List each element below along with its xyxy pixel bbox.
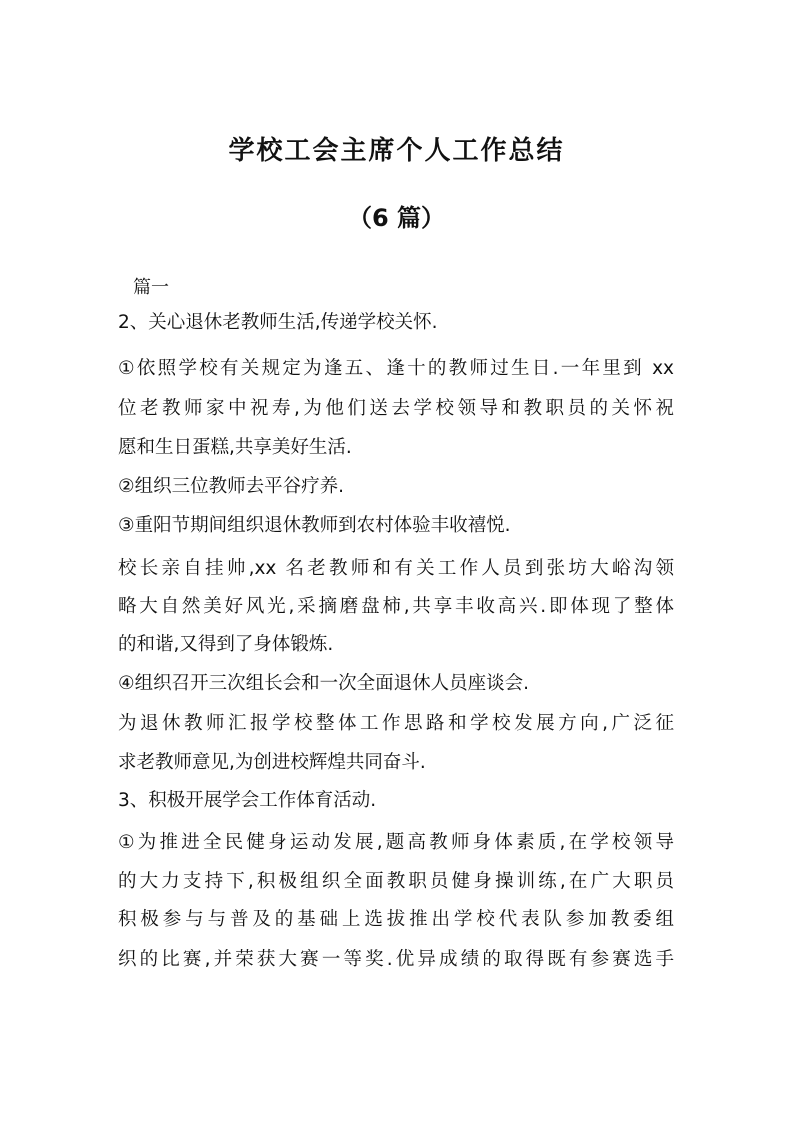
paragraph-line: 积极参与与普及的基础上选拔推出学校代表队参加教委组	[118, 909, 674, 930]
paragraph-line: 愿和生日蛋糕,共享美好生活.	[118, 437, 352, 458]
paragraph-line: 为退休教师汇报学校整体工作思路和学校发展方向,广泛征	[118, 713, 674, 734]
paragraph-line: ①为推进全民健身运动发展,题高教师身体素质,在学校领导	[118, 832, 674, 853]
paragraph-line: 3、积极开展学会工作体育活动.	[118, 790, 377, 811]
document-subtitle: （6 篇）	[347, 204, 446, 232]
paragraph-line: 织的比赛,并荣获大赛一等奖.优异成绩的取得既有参赛选手	[118, 949, 674, 970]
paragraph-line: ④组织召开三次组长会和一次全面退休人员座谈会.	[118, 673, 529, 694]
paragraph-line: 2、关心退休老教师生活,传递学校关怀.	[118, 312, 438, 333]
document-title: 学校工会主席个人工作总结	[228, 136, 565, 166]
paragraph-line: 校长亲自挂帅,xx 名老教师和有关工作人员到张坊大峪沟领	[118, 558, 674, 579]
section-label: 篇一	[133, 277, 169, 298]
paragraph-line: 的和谐,又得到了身体锻炼.	[118, 634, 334, 655]
paragraph-line: ①依照学校有关规定为逢五、逢十的教师过生日.一年里到 xx	[118, 358, 674, 379]
paragraph-line: 略大自然美好风光,采摘磨盘柿,共享丰收高兴.即体现了整体	[118, 596, 674, 617]
paragraph-line: ③重阳节期间组织退休教师到农村体验丰收禧悦.	[118, 515, 511, 536]
paragraph-line: 的大力支持下,积极组织全面教职员健身操训练,在广大职员	[118, 871, 674, 892]
paragraph-line: 位老教师家中祝寿,为他们送去学校领导和教职员的关怀祝	[118, 398, 674, 419]
paragraph-line: 求老教师意见,为创进校辉煌共同奋斗.	[118, 752, 426, 773]
paragraph-line: ②组织三位教师去平谷疗养.	[118, 476, 344, 497]
